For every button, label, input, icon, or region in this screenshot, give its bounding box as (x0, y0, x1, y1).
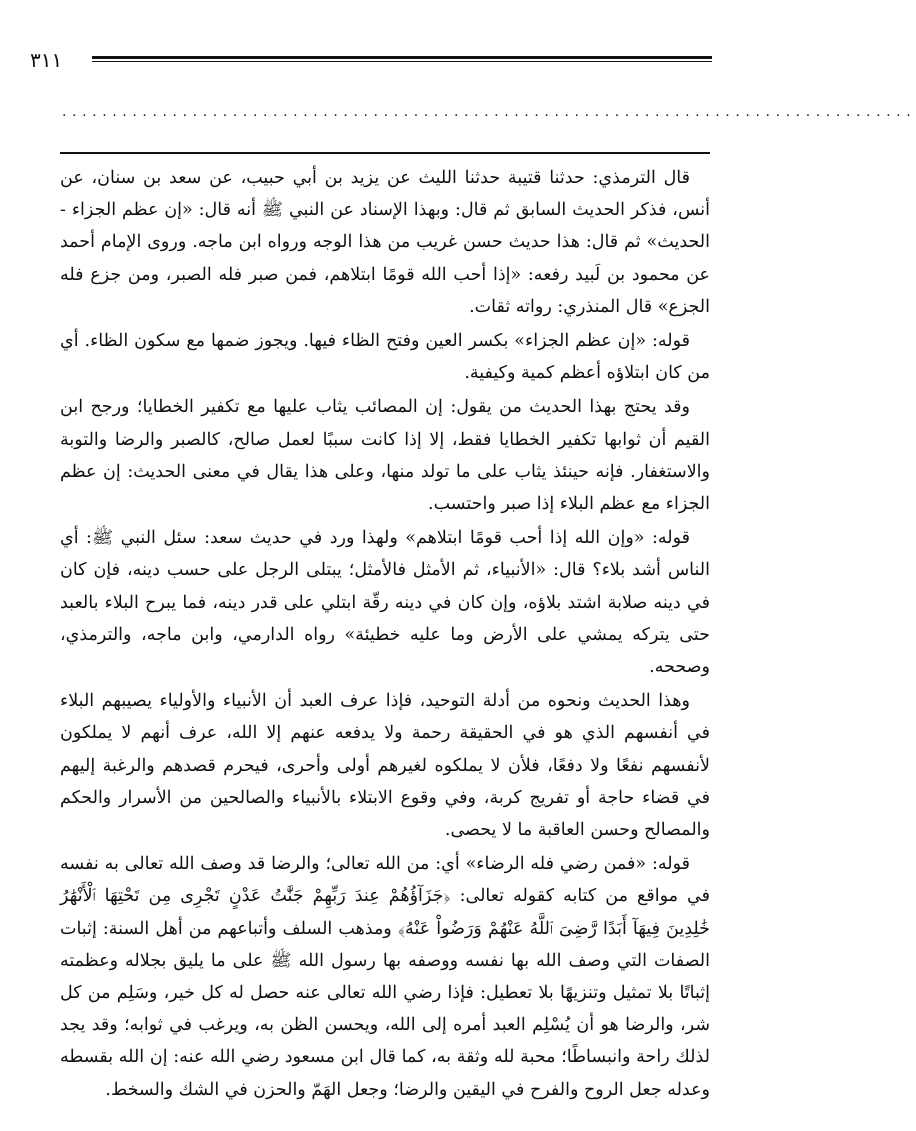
paragraph: قوله: «فمن رضي فله الرضاء» أي: من الله تعالى؛ والرضا قد وصف الله تعالى به نفسه في مواقع من كتابه كقوله تعالى: ﴿جَزَآؤُهُمْ عِندَ رَبِّهِمْ جَنَّٰتُ عَدْنٍ تَجْرِى مِن تَحْتِهَا ٱلْأَنْهَٰرُ خَٰلِدِينَ فِيهَآ أَبَدًا رَّضِىَ ٱللَّهُ عَنْهُمْ وَرَضُواْ عَنْهُ﴾ ومذهب السلف وأتباعهم من أهل السنة: إثبات الصفات التي وصف الله بها نفسه ووصفه بها رسول الله ﷺ على ما يليق بجلاله وعظمته إثباتًا بلا تمثيل وتنزيهًا بلا تعطيل: فإذا رضي الله تعالى عنه حصل له كل خير، وسَلِم من كل شر، والرضا هو أن يُسْلِم العبد أمره إلى الله، ويحسن الظن به، ويرغب في ثوابه؛ وقد يجد لذلك راحة وانبساطًا؛ محبة لله وثقة به، كما قال ابن مسعود رضي الله عنه: إن الله بقسطه وعدله جعل الروح والفرح في اليقين والرضا؛ وجعل الهَمّ والحزن في الشك والسخط. (60, 854, 710, 1100)
body-text (60, 162, 710, 1106)
page-number: ٣١١ (30, 48, 63, 72)
paragraph: قال الترمذي: حدثنا قتيبة حدثنا الليث عن يزيد بن أبي حبيب، عن سعد بن سنان، عن أنس، فذكر الحديث السابق ثم قال: وبهذا الإسناد عن النبي ﷺ أنه قال: «إن عظم الجزاء - الحديث» ثم قال: هذا حديث حسن غريب من هذا الوجه ورواه ابن ماجه. وروى الإمام أحمد عن محمود بن لَبيد رفعه: «إذا أحب الله قومًا ابتلاهم، فمن صبر فله الصبر، ومن جزع فله الجزع» قال المنذري: رواته ثقات. (60, 168, 710, 317)
dot-leader: ..................................................................................... (62, 104, 916, 120)
paragraph: وقد يحتج بهذا الحديث من يقول: إن المصائب يثاب عليها مع تكفير الخطايا؛ ورجح ابن القيم أن ثوابها تكفير الخطايا فقط، إلا إذا كانت سببًا لعمل صالح، كالصبر والرضا والتوبة والاستغفار. فإنه حينئذ يثاب على ما تولد منها، وعلى هذا يقال في معنى الحديث: إن عظم الجزاء مع عظم البلاء إذا صبر واحتسب. (60, 397, 710, 515)
paragraph: وهذا الحديث ونحوه من أدلة التوحيد، فإذا عرف العبد أن الأنبياء والأولياء يصيبهم البلاء في أنفسهم الذي هو في الحقيقة رحمة ولا يدفعه عنهم إلا الله، عرف أنهم لا يملكون لأنفسهم نفعًا ولا دفعًا، فلأن لا يملكوه لغيرهم أولى وأحرى، فيحرم قصدهم والرغبة إليهم في قضاء حاجة أو تفريج كربة، وفي وقوع الابتلاء بالأنبياء والصالحين من الأسرار والحكم والمصالح وحسن العاقبة ما لا يحصى. (60, 691, 710, 841)
header-rule (92, 56, 712, 62)
paragraph: قوله: «وإن الله إذا أحب قومًا ابتلاهم» ولهذا ورد في حديث سعد: سئل النبي ﷺ: أي الناس أشد بلاء؟ قال: «الأنبياء، ثم الأمثل فالأمثل؛ يبتلى الرجل على حسب دينه، فإن كان في دينه صلابة اشتد بلاؤه، وإن كان في دينه رقّة ابتلي على قدر دينه، فما يبرح البلاء بالعبد حتى يتركه يمشي على الأرض وما عليه خطيئة» رواه الدارمي، وابن ماجه، والترمذي، وصححه. (60, 528, 710, 678)
text-rule (60, 152, 710, 154)
paragraph: قوله: «إن عظم الجزاء» بكسر العين وفتح الظاء فيها. ويجوز ضمها مع سكون الظاء. أي من كان ابتلاؤه أعظم كمية وكيفية. (60, 331, 710, 384)
